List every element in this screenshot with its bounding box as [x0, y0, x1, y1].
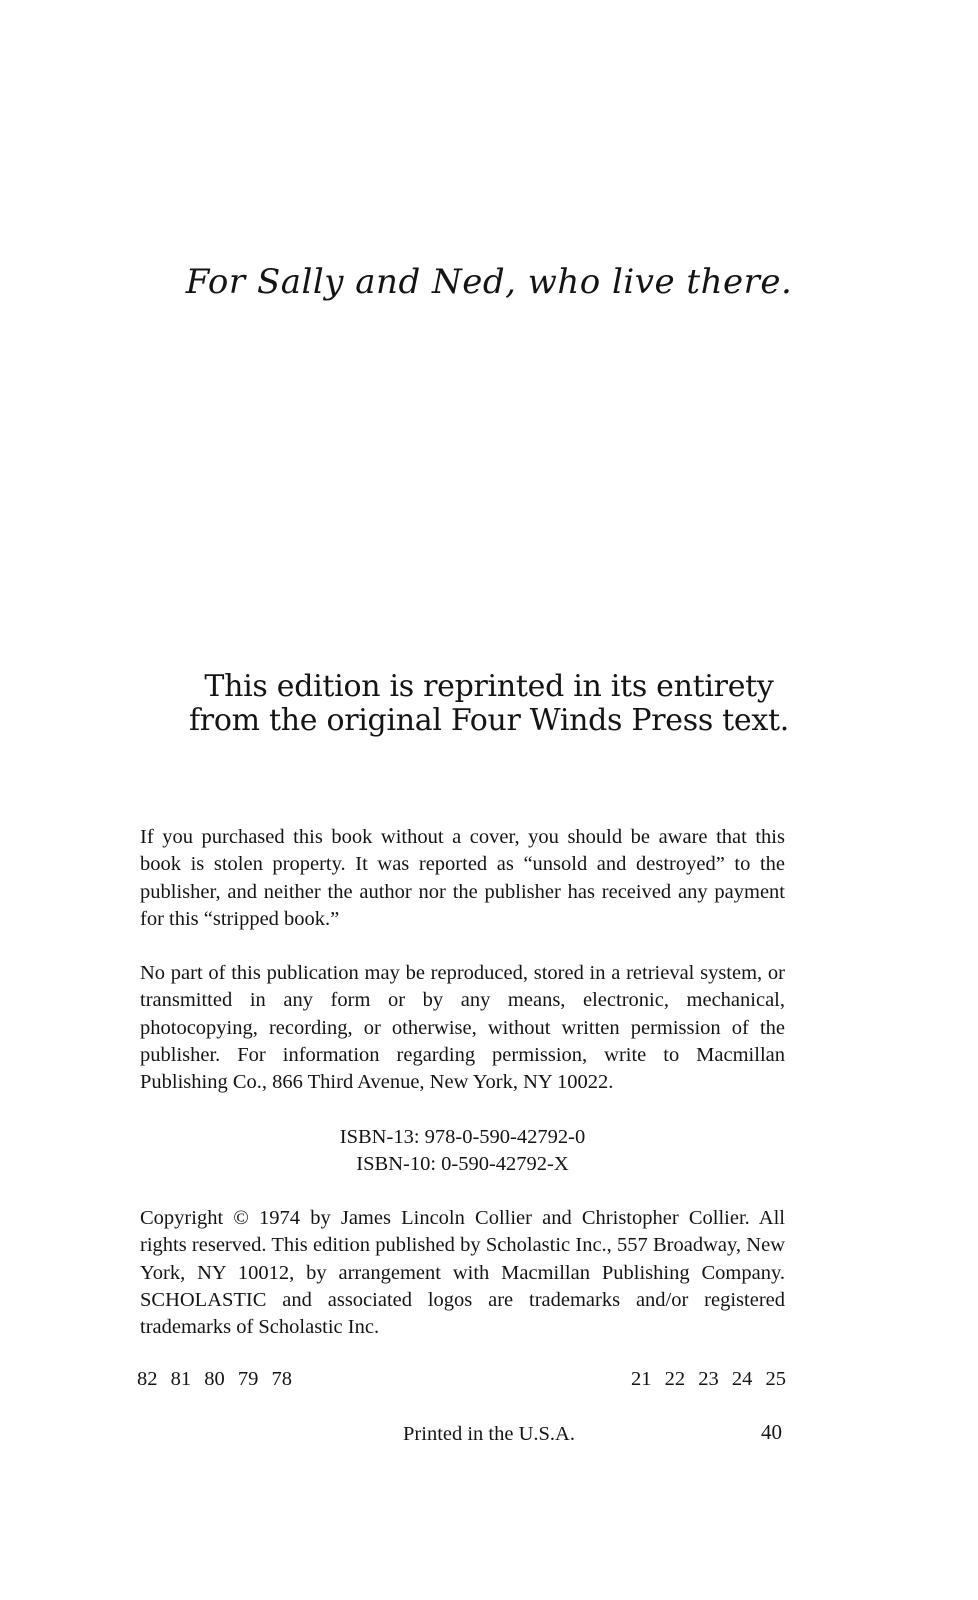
- print-line-right: 21 22 23 24 25: [631, 1368, 786, 1390]
- reprint-notice: [100, 670, 878, 738]
- isbn-block: [140, 1124, 785, 1178]
- isbn-10: ISBN-10: 0-590-42792-X: [356, 1153, 569, 1175]
- rights-notice: No part of this publication may be reproduced, stored in a retrieval system, or transmitted in any form or by any means, electronic, mechanical, photocopying, recording, or otherwise, without written permission of the publisher. For information regarding permission, write to Macmillan Publishing Co., 866 Third Avenue, New York, NY 10022.: [140, 962, 785, 1094]
- page-code: 40: [761, 1420, 782, 1444]
- reprint-notice-line-1: This edition is reprinted in its entirety: [204, 669, 774, 704]
- print-line-left: 82 81 80 79 78: [137, 1368, 292, 1390]
- isbn-13: ISBN-13: 978-0-590-42792-0: [339, 1126, 586, 1148]
- printed-in: Printed in the U.S.A.: [403, 1423, 575, 1445]
- dedication: For Sally and Ned, who live there.: [185, 262, 793, 302]
- reprint-notice-line-2: from the original Four Winds Press text.: [188, 703, 789, 738]
- stripped-book-notice: If you purchased this book without a cover, you should be aware that this book is stolen property. It was reported as “unsold and destroyed” to the publisher, and neither the author nor the publisher has received any payment for this “stripped book.”: [140, 826, 785, 930]
- copyright-notice: Copyright © 1974 by James Lincoln Collier and Christopher Collier. All rights reserved. This edition published by Scholastic Inc., 557 Broadway, New York, NY 10012, by arrangement with Macmillan Publishing Company. SCHOLASTIC and associated logos are trademarks and/or registered trademarks of Scholastic Inc.: [140, 1207, 785, 1339]
